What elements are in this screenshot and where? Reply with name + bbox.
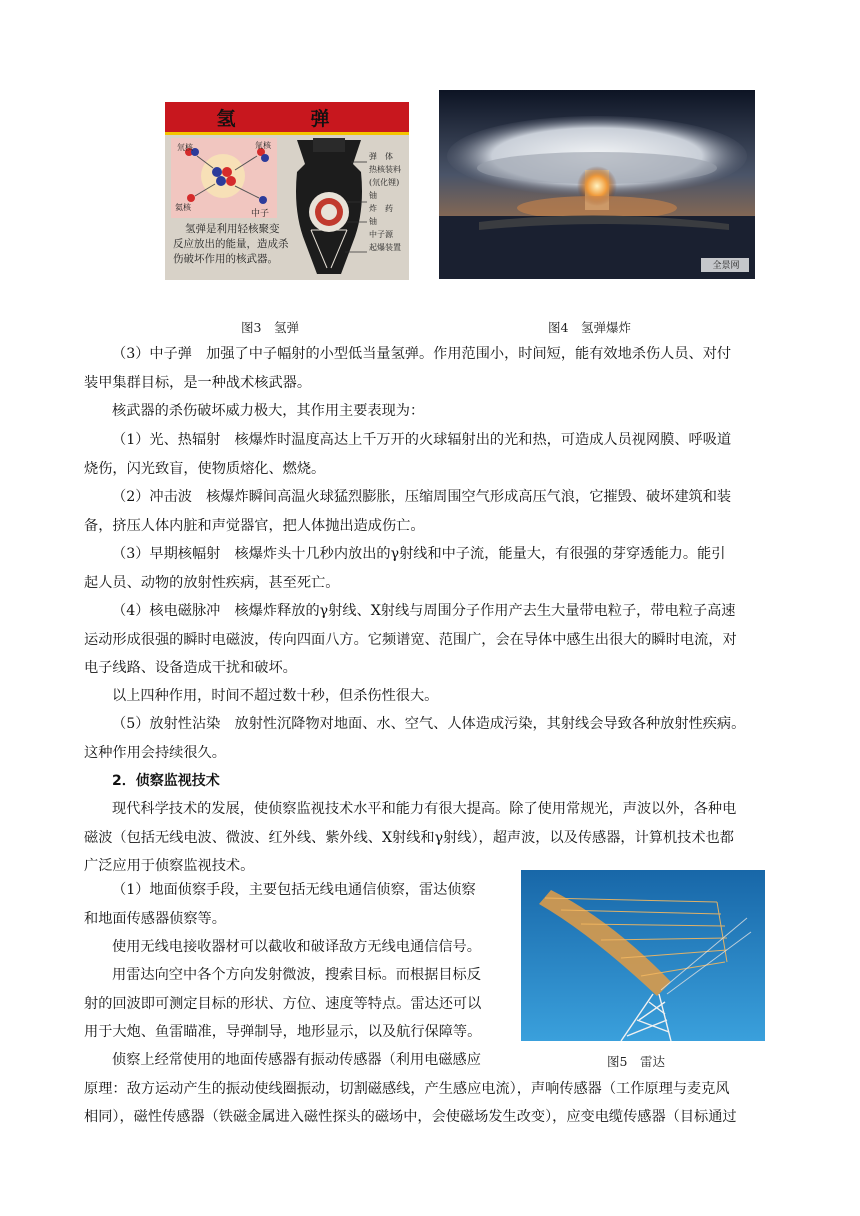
hydrogen-bomb-diagram-image <box>165 102 409 280</box>
text-line: 广泛应用于侦察监视技术。 <box>84 858 255 874</box>
text-line: （3）中子弹 加强了中子幅射的小型低当量氢弹。作用范围小，时间短，能有效地杀伤人员、对付 <box>112 346 732 362</box>
diagram-body-line: 氢弹是利用轻核聚变 <box>185 223 280 235</box>
text-line: 运动形成很强的瞬时电磁波，传向四面八方。它频谱宽、范围广，会在导体中感生出很大的瞬时电流，对 <box>84 631 737 648</box>
text-line: （4）核电磁脉冲 核爆炸释放的γ射线、X射线与周围分子作用产去生大量带电粒子，带电粒子高速 <box>112 603 736 619</box>
mushroom-cloud-illustration <box>439 90 755 279</box>
paragraph-shock-wave <box>84 483 784 540</box>
paragraph-reconnaissance-intro <box>84 795 784 881</box>
figure-5-caption: 图5 雷达 <box>607 1054 665 1069</box>
diagram-label-casing: 弹 体 <box>369 152 393 161</box>
diagram-label-thermonuclear-fuel: 热核装料 <box>369 165 401 174</box>
text-line: 电子线路、设备造成干扰和破坏。 <box>84 660 297 676</box>
diagram-label-uranium: 铀 <box>369 191 377 200</box>
photo-watermark: 全景网 <box>712 261 740 271</box>
section-heading <box>84 767 784 796</box>
paragraph-ground-reconnaissance <box>84 876 514 933</box>
text-line: （2）冲击波 核爆炸瞬间高温火球猛烈膨胀，压缩周围空气形成高压气浪，它摧毁、破坏建筑和装 <box>112 489 732 505</box>
text-line: 射的回波即可测定目标的形状、方位、速度等特点。雷达还可以 <box>84 995 482 1012</box>
diagram-label-deuterium: 氘核 <box>177 143 193 152</box>
diagram-label-lithium-deuteride: (氘化锂) <box>369 178 400 187</box>
radar-dish-illustration <box>521 870 765 1041</box>
diagram-label-detonator: 起爆装置 <box>369 243 401 252</box>
text-line: 现代科学技术的发展，使侦察监视技术水平和能力有很大提高。除了使用常规光，声波以外，各种电 <box>112 801 737 817</box>
radar-photo <box>521 870 765 1041</box>
diagram-label-explosive: 炸 药 <box>369 204 393 213</box>
diagram-label-tritium: 氚核 <box>255 141 271 150</box>
diagram-label-neutron-source: 中子源 <box>369 230 393 239</box>
diagram-body-text <box>173 222 289 267</box>
paragraph-effects-intro <box>84 397 784 426</box>
paragraph-fallout <box>84 710 784 767</box>
paragraph-radio-intercept <box>84 933 514 962</box>
text-line: 装甲集群目标，是一种战术核武器。 <box>84 374 312 391</box>
text-line: 这种作用会持续很久。 <box>84 744 226 761</box>
text-line: （1）地面侦察手段，主要包括无线电通信侦察，雷达侦察 <box>112 882 476 898</box>
paragraph-neutron-bomb <box>84 340 784 397</box>
text-line: （5）放射性沾染 放射性沉降物对地面、水、空气、人体造成污染，其射线会导致各种放射性疾病。 <box>112 716 746 732</box>
text-line: 侦察上经常使用的地面传感器有振动传感器（利用电磁感应 <box>112 1052 481 1068</box>
text-line: 相同），磁性传感器（铁磁金属进入磁性探头的磁场中，会使磁场发生改变），应变电缆传感器（目标通过 <box>84 1109 737 1125</box>
text-line: 磁波（包括无线电波、微波、红外线、紫外线、X射线和γ射线），超声波，以及传感器，计算机技术也都 <box>84 829 734 846</box>
figure-3-caption: 图3 氢弹 <box>241 320 299 335</box>
diagram-label-helium: 氦核 <box>175 203 191 212</box>
paragraph-radar <box>84 961 514 1047</box>
text-line: （1）光、热辐射 核爆炸时温度高达上千万开的火球辐射出的光和热，可造成人员视网膜、呼吸道 <box>112 432 732 448</box>
text-line: 烧伤，闪光致盲，使物质熔化、燃烧。 <box>84 460 326 477</box>
diagram-banner-title: 氢 弹 <box>216 108 358 130</box>
text-line: （3）早期核幅射 核爆炸头十几秒内放出的γ射线和中子流，能量大，有很强的芽穿透能力。能引 <box>112 546 726 562</box>
diagram-body-line: 伤破坏作用的核武器。 <box>173 253 278 265</box>
text-line: 以上四种作用，时间不超过数十秒，但杀伤性很大。 <box>112 688 439 704</box>
text-line: 原理：敌方运动产生的振动使线圈振动，切割磁感线，产生感应电流），声响传感器（工作原理与麦克风 <box>84 1080 730 1097</box>
diagram-body-line: 反应放出的能量，造成杀 <box>173 238 289 250</box>
paragraph-early-radiation <box>84 540 784 597</box>
text-line: 和地面传感器侦察等。 <box>84 910 226 927</box>
diagram-label-uranium-2: 铀 <box>369 217 377 226</box>
hydrogen-bomb-explosion-photo <box>439 90 755 279</box>
figure-4-caption: 图4 氢弹爆炸 <box>548 320 631 335</box>
paragraph-emp <box>84 597 784 683</box>
paragraph-summary <box>84 682 784 711</box>
text-line: 用雷达向空中各个方向发射微波，搜索目标。而根据目标反 <box>112 967 481 983</box>
diagram-label-neutron: 中子 <box>251 209 270 219</box>
text-line: 核武器的杀伤破坏威力极大，其作用主要表现为： <box>112 403 425 419</box>
text-line: 起人员、动物的放射性疾病，甚至死亡。 <box>84 574 340 591</box>
text-line: 使用无线电接收器材可以截收和破译敌方无线电通信信号。 <box>112 939 481 955</box>
paragraph-ground-sensors <box>84 1046 784 1132</box>
text-line: 用于大炮、鱼雷瞄准，导弹制导，地形显示，以及航行保障等。 <box>84 1024 482 1040</box>
diagram-component-labels <box>369 150 401 254</box>
text-line: 备，挤压人体内脏和声觉器官，把人体抛出造成伤亡。 <box>84 517 425 534</box>
paragraph-light-heat <box>84 426 784 483</box>
section-heading-text: 2．侦察监视技术 <box>112 773 220 789</box>
